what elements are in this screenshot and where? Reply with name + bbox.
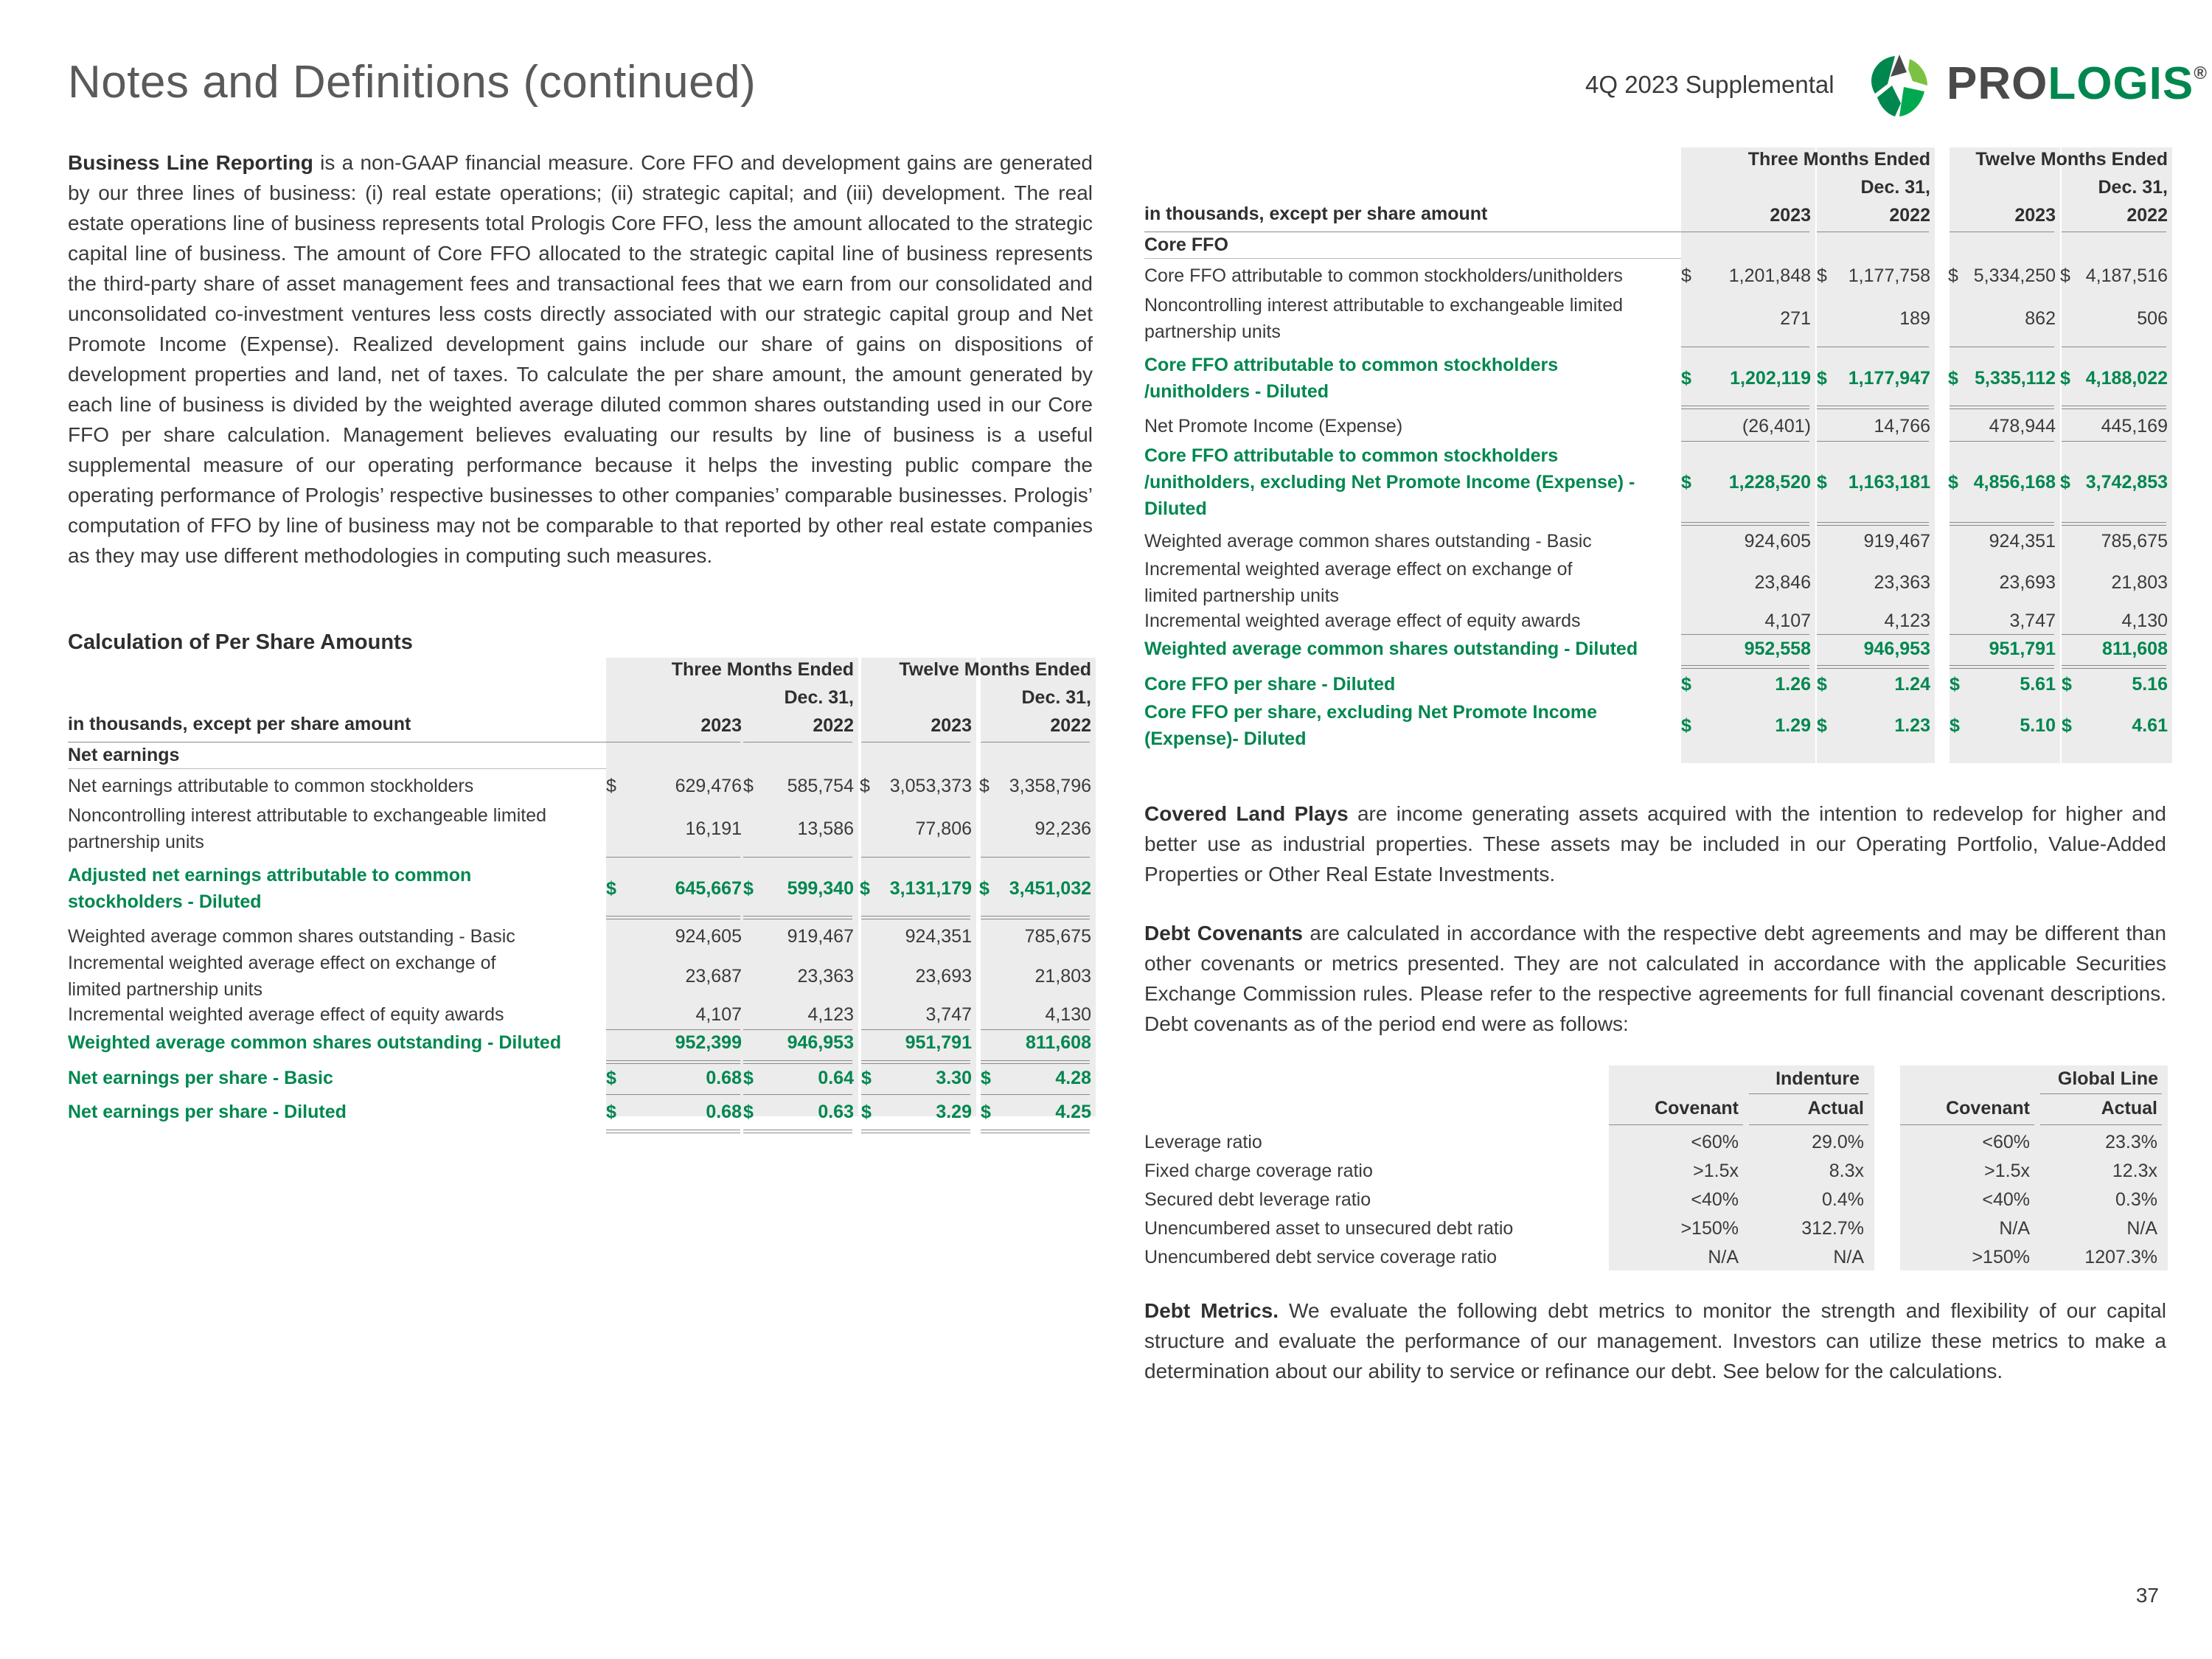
total-rule — [1817, 441, 1929, 442]
value-cell: 4.25 — [1055, 1102, 1091, 1122]
dollar-sign: $ — [979, 878, 990, 899]
row-label: Incremental weighted average effect on exchange of — [68, 953, 496, 973]
dollar-sign: $ — [1950, 715, 1960, 736]
value-cell: 1.23 — [1894, 715, 1930, 736]
value-cell: 1,177,947 — [1848, 368, 1930, 389]
dollar-sign: $ — [1817, 674, 1827, 695]
value-cell: 599,340 — [787, 878, 854, 899]
row-label: stockholders - Diluted — [68, 891, 262, 912]
covenant-value: >150% — [1680, 1218, 1739, 1239]
row-label: Weighted average common shares outstanding - Diluted — [1144, 639, 1638, 659]
dec-31-label: Dec. 31, — [2098, 177, 2168, 198]
value-cell: 4,123 — [807, 1004, 854, 1025]
year-header: 2023 — [1770, 205, 1811, 226]
total-rule — [1681, 441, 1809, 442]
group-header-three-months: Three Months Ended — [1747, 149, 1930, 170]
debt-metrics-paragraph: Debt Metrics. We evaluate the following debt metrics to monitor the strength and flexibility of our capital structure and evaluate the performance of our management. Investors can utilize these metrics to make a determination about our ability to service or refinance our debt. See below for the calculations. — [1144, 1299, 2166, 1382]
total-rule — [743, 1094, 852, 1095]
value-cell: 1,228,520 — [1728, 472, 1811, 493]
dec-31-label: Dec. 31, — [784, 687, 854, 708]
dollar-sign: $ — [606, 878, 616, 899]
value-cell: 3,131,179 — [889, 878, 972, 899]
unit-label: in thousands, except per share amount — [68, 714, 411, 734]
row-label: limited partnership units — [68, 979, 263, 1000]
value-cell: 14,766 — [1874, 416, 1930, 437]
value-cell: 4,130 — [2121, 611, 2168, 631]
value-cell: 1,202,119 — [1730, 368, 1811, 389]
dollar-sign: $ — [606, 776, 616, 796]
value-cell: 4,188,022 — [2085, 368, 2168, 389]
covenant-row-label: Leverage ratio — [1144, 1132, 1262, 1152]
covered-land-plays-paragraph: Covered Land Plays are income generating assets acquired with the intention to redevelop for higher and better use as industrial properties. These assets may be included in our Operating Portfolio, Value-Added Properties or Other Real Estate Investments. — [1144, 802, 2167, 886]
total-rule — [2062, 522, 2166, 526]
value-cell: 189 — [1899, 308, 1930, 329]
page-number: 37 — [2135, 1584, 2159, 1607]
total-rule — [981, 1060, 1090, 1064]
covenant-value: 312.7% — [1801, 1218, 1864, 1239]
dollar-sign: $ — [743, 1102, 754, 1122]
row-label: Net earnings per share - Diluted — [68, 1102, 347, 1122]
dollar-sign: $ — [2062, 674, 2072, 695]
covenant-value: 8.3x — [1829, 1161, 1864, 1181]
value-cell: 16,191 — [685, 818, 742, 839]
total-rule — [861, 1130, 970, 1133]
total-rule — [606, 1094, 740, 1095]
total-rule — [861, 1060, 970, 1064]
value-cell: 952,558 — [1744, 639, 1811, 659]
value-cell: 445,169 — [2101, 416, 2168, 437]
value-cell: 506 — [2137, 308, 2168, 329]
total-rule — [981, 857, 1090, 858]
value-cell: 5,334,250 — [1973, 265, 2056, 286]
header-rule — [1900, 1124, 2034, 1125]
value-cell: 23,693 — [915, 966, 972, 987]
report-period-label: 4Q 2023 Supplemental — [1585, 71, 1834, 98]
row-label: Net earnings attributable to common stockholders — [68, 776, 474, 796]
covenant-value: <60% — [1982, 1132, 2030, 1152]
value-cell: 92,236 — [1034, 818, 1091, 839]
value-cell: 952,399 — [675, 1032, 742, 1053]
header-rule — [1749, 1093, 1868, 1094]
row-label: /unitholders - Diluted — [1144, 381, 1329, 402]
value-cell: 3.30 — [936, 1068, 972, 1088]
covenant-value: 0.3% — [2115, 1189, 2157, 1210]
total-rule — [1681, 406, 1809, 409]
value-cell: 645,667 — [675, 878, 742, 899]
total-rule — [981, 1130, 1090, 1133]
covenant-row-label: Unencumbered debt service coverage ratio — [1144, 1247, 1498, 1267]
value-cell: 23,693 — [1999, 572, 2056, 593]
value-cell: 946,953 — [1863, 639, 1930, 659]
column-shade — [1817, 147, 1935, 763]
row-label: (Expense)- Diluted — [1144, 728, 1307, 749]
row-label: limited partnership units — [1144, 585, 1340, 606]
value-cell: 5.10 — [2020, 715, 2056, 736]
covenant-value: 0.4% — [1822, 1189, 1864, 1210]
value-cell: 585,754 — [787, 776, 854, 796]
covenant-value: 12.3x — [2112, 1161, 2157, 1181]
value-cell: 23,363 — [797, 966, 854, 987]
value-cell: 3,747 — [2009, 611, 2056, 631]
covenant-value: 1207.3% — [2084, 1247, 2157, 1267]
total-rule — [981, 916, 1090, 919]
total-rule — [1681, 665, 1809, 669]
row-label: Core FFO per share - Diluted — [1144, 674, 1396, 695]
debt-covenants-paragraph: Debt Covenants are calculated in accordance with the respective debt agreements and may be different than other covenants or metrics presented. They are not calculated in accordance with the applicable Securities Exchange Commission rules. Please refer to the respective agreements for full financial covenant descriptions. Debt covenants as of the period end were as follows: — [1144, 922, 2166, 1035]
year-header: 2022 — [1050, 715, 1091, 736]
value-cell: 4,107 — [695, 1004, 742, 1025]
dollar-sign: $ — [1681, 368, 1691, 389]
dollar-sign: $ — [606, 1102, 616, 1122]
total-rule — [606, 1130, 740, 1133]
covenant-value: <40% — [1691, 1189, 1739, 1210]
header-rule — [1609, 1124, 1743, 1125]
row-label: partnership units — [68, 832, 204, 852]
dollar-sign: $ — [979, 776, 990, 796]
row-label: Diluted — [1144, 498, 1207, 519]
total-rule — [1817, 634, 1929, 635]
value-cell: 77,806 — [915, 818, 972, 839]
covenant-value: N/A — [1708, 1247, 1739, 1267]
core-ffo-table — [1144, 147, 2169, 767]
value-cell: 951,791 — [1989, 639, 2056, 659]
row-label: Core FFO attributable to common stockholders — [1144, 355, 1559, 375]
dollar-sign: $ — [2060, 265, 2070, 286]
year-header: 2022 — [2126, 205, 2168, 226]
row-label: partnership units — [1144, 321, 1281, 342]
value-cell: 924,605 — [675, 926, 742, 947]
dollar-sign: $ — [1817, 715, 1827, 736]
total-rule — [1950, 441, 2054, 442]
total-rule — [743, 1060, 852, 1064]
value-cell: 5.61 — [2020, 674, 2056, 695]
group-header-twelve-months: Twelve Months Ended — [1975, 149, 2168, 170]
value-cell: 862 — [2025, 308, 2056, 329]
dollar-sign: $ — [1681, 674, 1691, 695]
row-label: Incremental weighted average effect of equity awards — [68, 1004, 504, 1025]
value-cell: 919,467 — [1863, 531, 1930, 552]
total-rule — [743, 1130, 852, 1133]
header-rule — [2040, 1093, 2162, 1094]
logo-wordmark: PROLOGIS® — [1947, 58, 2208, 109]
page-title: Notes and Definitions (continued) — [68, 57, 757, 108]
value-cell: 21,803 — [1034, 966, 1091, 987]
row-label: Core FFO attributable to common stockholders — [1144, 445, 1559, 466]
row-label: Incremental weighted average effect of equity awards — [1144, 611, 1581, 631]
dollar-sign: $ — [606, 1068, 616, 1088]
total-rule — [743, 1029, 852, 1030]
value-cell: 3,742,853 — [2085, 472, 2168, 493]
value-cell: 21,803 — [2111, 572, 2168, 593]
total-rule — [743, 857, 852, 858]
total-rule — [606, 1060, 740, 1064]
year-header: 2023 — [2014, 205, 2056, 226]
value-cell: 1.29 — [1775, 715, 1811, 736]
total-rule — [2062, 665, 2166, 669]
covenant-col-header: Covenant — [1655, 1098, 1739, 1119]
year-header: 2022 — [813, 715, 854, 736]
dollar-sign: $ — [1948, 368, 1958, 389]
covenant-col-header: Covenant — [1946, 1098, 2030, 1119]
total-rule — [2062, 406, 2166, 409]
value-cell: 951,791 — [905, 1032, 972, 1053]
value-cell: 23,687 — [685, 966, 742, 987]
header-rule — [2040, 1124, 2162, 1125]
business-line-reporting-paragraph: Business Line Reporting is a non-GAAP financial measure. Core FFO and development gains are generated by our three lines of business: (i) real estate operations; (ii) strategic capital; and (iii) development. The real estate operations line of business represents total Prologis Core FFO, less the amount allocated to the strategic capital line of business. The amount of Core FFO allocated to the strategic capital line of business represents the third-party share of asset management fees and transactional fees that we earn from our consolidated and unconsolidated co-investment ventures less costs directly associated with our strategic capital group and Net Promote Income (Expense). Realized development gains include our share of gains on dispositions of development properties and land, net of taxes. To calculate the per share amount, the amount generated by each line of business is divided by the weighted average diluted common shares outstanding used in our Core FFO per share calculation. Management believes evaluating our results by line of business is a useful supplemental measure of our operating performance because it helps the investing public compare the operating performance of Prologis’ respective businesses to other companies’ comparable businesses. Prologis’ computation of FFO by line of business may not be comparable to that reported by other real estate companies as they may use different methodologies in computing such measures. — [68, 151, 1093, 567]
value-cell: 924,351 — [905, 926, 972, 947]
year-header: 2022 — [1889, 205, 1930, 226]
covenant-value: 23.3% — [2105, 1132, 2157, 1152]
value-cell: 23,846 — [1754, 572, 1811, 593]
dollar-sign: $ — [2060, 472, 2070, 493]
row-label: Noncontrolling interest attributable to exchangeable limited — [1144, 295, 1623, 316]
total-rule — [861, 1094, 970, 1095]
value-cell: 3,053,373 — [889, 776, 972, 796]
value-cell: 924,605 — [1744, 531, 1811, 552]
value-cell: 271 — [1780, 308, 1811, 329]
section-label: Net earnings — [68, 745, 180, 765]
value-cell: 3.29 — [936, 1102, 972, 1122]
group-header-twelve-months: Twelve Months Ended — [899, 659, 1091, 680]
value-cell: 1,163,181 — [1848, 472, 1930, 493]
section-rule — [68, 768, 606, 769]
dollar-sign: $ — [981, 1068, 991, 1088]
value-cell: 4,123 — [1884, 611, 1930, 631]
total-rule — [606, 1029, 740, 1030]
row-label: /unitholders, excluding Net Promote Income (Expense) - — [1144, 472, 1635, 493]
row-label: Incremental weighted average effect on exchange of — [1144, 559, 1573, 580]
dollar-sign: $ — [1950, 674, 1960, 695]
value-cell: 4,130 — [1045, 1004, 1091, 1025]
row-label: Adjusted net earnings attributable to common — [68, 865, 472, 886]
value-cell: 1,177,758 — [1848, 265, 1930, 286]
total-rule — [1950, 665, 2054, 669]
value-cell: 924,351 — [1989, 531, 2056, 552]
covenant-value: >150% — [1972, 1247, 2030, 1267]
year-header: 2023 — [931, 715, 972, 736]
total-rule — [1950, 634, 2054, 635]
group-header-global-line: Global Line — [2057, 1068, 2158, 1089]
total-rule — [1950, 406, 2054, 409]
row-label: Core FFO per share, excluding Net Promote Income — [1144, 702, 1598, 723]
row-label: Net Promote Income (Expense) — [1144, 416, 1403, 437]
covenant-value: N/A — [1999, 1218, 2030, 1239]
dollar-sign: $ — [2060, 368, 2070, 389]
column-shade — [2062, 147, 2172, 763]
group-header-indenture: Indenture — [1775, 1068, 1860, 1089]
value-cell: 3,358,796 — [1009, 776, 1091, 796]
dollar-sign: $ — [2062, 715, 2072, 736]
covenant-value: N/A — [1833, 1247, 1864, 1267]
header-rule — [1749, 1124, 1868, 1125]
total-rule — [1681, 634, 1809, 635]
value-cell: 0.64 — [818, 1068, 854, 1088]
per-share-table — [68, 658, 1093, 1144]
dollar-sign: $ — [1817, 265, 1827, 286]
value-cell: 919,467 — [787, 926, 854, 947]
value-cell: 785,675 — [2101, 531, 2168, 552]
dollar-sign: $ — [981, 1102, 991, 1122]
dollar-sign: $ — [861, 1068, 872, 1088]
covenant-col-header: Actual — [2101, 1098, 2157, 1119]
covenant-value: <60% — [1691, 1132, 1739, 1152]
dollar-sign: $ — [1681, 472, 1691, 493]
total-rule — [1950, 522, 2054, 526]
dollar-sign: $ — [860, 776, 870, 796]
value-cell: 1.26 — [1775, 674, 1811, 695]
section-label: Core FFO — [1144, 234, 1228, 255]
dec-31-label: Dec. 31, — [1021, 687, 1091, 708]
total-rule — [2062, 634, 2166, 635]
dec-31-label: Dec. 31, — [1860, 177, 1930, 198]
dollar-sign: $ — [743, 878, 754, 899]
total-rule — [1817, 406, 1929, 409]
dollar-sign: $ — [1817, 368, 1827, 389]
calc-per-share-title: Calculation of Per Share Amounts — [68, 630, 413, 654]
total-rule — [743, 916, 852, 919]
total-rule — [861, 1029, 970, 1030]
value-cell: 4,187,516 — [2085, 265, 2168, 286]
value-cell: 13,586 — [797, 818, 854, 839]
dollar-sign: $ — [1681, 265, 1691, 286]
column-shade — [1681, 147, 1815, 763]
value-cell: 5.16 — [2132, 674, 2168, 695]
covenant-row-label: Unencumbered asset to unsecured debt ratio — [1144, 1218, 1514, 1239]
prologis-logo — [1865, 52, 2208, 118]
value-cell: 5,335,112 — [1975, 368, 2056, 389]
row-label: Core FFO attributable to common stockholders/unitholders — [1144, 265, 1623, 286]
value-cell: 4.28 — [1055, 1068, 1091, 1088]
debt-covenants-table — [1144, 1065, 2169, 1279]
covenant-value: 29.0% — [1812, 1132, 1864, 1152]
value-cell: 4.61 — [2132, 715, 2168, 736]
total-rule — [861, 857, 970, 858]
row-label: Noncontrolling interest attributable to exchangeable limited — [68, 805, 546, 826]
covenant-row-label: Secured debt leverage ratio — [1144, 1189, 1371, 1210]
row-label: Weighted average common shares outstanding - Basic — [1144, 531, 1592, 552]
value-cell: 4,107 — [1764, 611, 1811, 631]
total-rule — [861, 916, 970, 919]
total-rule — [606, 857, 740, 858]
dollar-sign: $ — [743, 776, 754, 796]
value-cell: 3,747 — [925, 1004, 972, 1025]
dollar-sign: $ — [1817, 472, 1827, 493]
row-label: Weighted average common shares outstanding - Diluted — [68, 1032, 562, 1053]
year-header: 2023 — [700, 715, 742, 736]
covenant-row-label: Fixed charge coverage ratio — [1144, 1161, 1373, 1181]
covenant-value: N/A — [2126, 1218, 2157, 1239]
total-rule — [606, 916, 740, 919]
value-cell: 3,451,032 — [1009, 878, 1091, 899]
globe-icon — [1865, 52, 1933, 119]
covenant-col-header: Actual — [1807, 1098, 1864, 1119]
value-cell: 946,953 — [787, 1032, 854, 1053]
value-cell: 478,944 — [1989, 416, 2056, 437]
dollar-sign: $ — [860, 878, 870, 899]
total-rule — [981, 1029, 1090, 1030]
value-cell: 0.68 — [706, 1102, 742, 1122]
group-header-three-months: Three Months Ended — [671, 659, 854, 680]
dollar-sign: $ — [1948, 472, 1958, 493]
total-rule — [1817, 522, 1929, 526]
total-rule — [1681, 522, 1809, 526]
section-rule — [1144, 258, 1681, 259]
covenant-value: <40% — [1982, 1189, 2030, 1210]
value-cell: 23,363 — [1874, 572, 1930, 593]
value-cell: 1.24 — [1894, 674, 1930, 695]
dollar-sign: $ — [1681, 715, 1691, 736]
value-cell: 811,608 — [1026, 1032, 1091, 1053]
row-label: Weighted average common shares outstanding - Basic — [68, 926, 515, 947]
value-cell: (26,401) — [1742, 416, 1811, 437]
value-cell: 4,856,168 — [1973, 472, 2056, 493]
total-rule — [981, 1094, 1090, 1095]
value-cell: 785,675 — [1024, 926, 1091, 947]
row-label: Net earnings per share - Basic — [68, 1068, 333, 1088]
dollar-sign: $ — [743, 1068, 754, 1088]
total-rule — [1817, 665, 1929, 669]
value-cell: 1,201,848 — [1728, 265, 1811, 286]
covenant-value: >1.5x — [1693, 1161, 1739, 1181]
covenant-value: >1.5x — [1984, 1161, 2030, 1181]
column-shade — [1950, 147, 2060, 763]
total-rule — [2062, 441, 2166, 442]
dollar-sign: $ — [1948, 265, 1958, 286]
dollar-sign: $ — [861, 1102, 872, 1122]
value-cell: 0.68 — [706, 1068, 742, 1088]
value-cell: 0.63 — [818, 1102, 854, 1122]
value-cell: 629,476 — [675, 776, 742, 796]
unit-label: in thousands, except per share amount — [1144, 204, 1488, 224]
value-cell: 811,608 — [2102, 639, 2168, 659]
